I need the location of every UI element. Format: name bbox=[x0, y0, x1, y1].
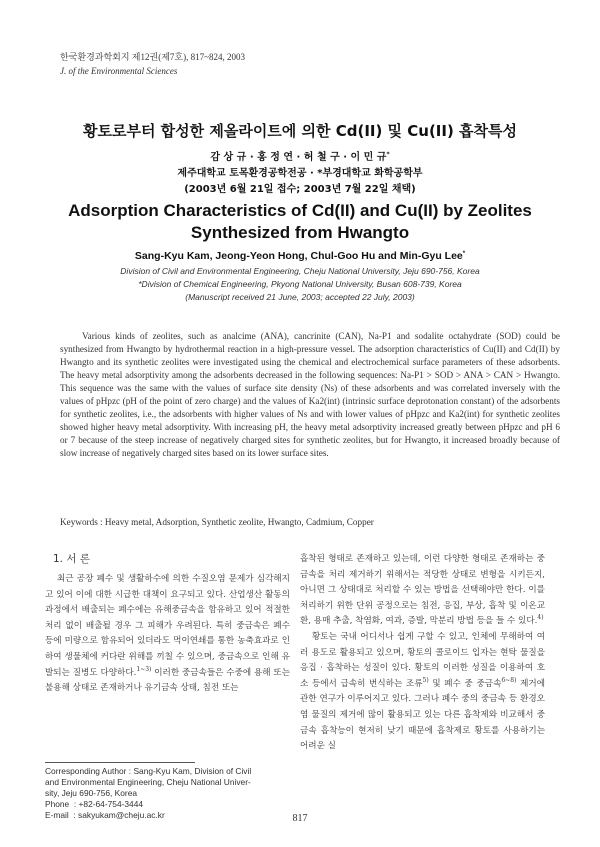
keywords: Keywords : Heavy metal, Adsorption, Synthetic zeolite, Hwangto, Cadmium, Copper bbox=[60, 517, 374, 527]
authors-english-mark: * bbox=[462, 251, 466, 257]
intro-paragraph-3-text-b: 및 폐수 중 중금속 bbox=[428, 678, 502, 689]
journal-name-en: J. of the Environmental Sciences bbox=[60, 66, 178, 76]
intro-paragraph-2 bbox=[300, 552, 545, 630]
title-english-line-2: Synthesized from Hwangto bbox=[190, 223, 410, 242]
column-left bbox=[45, 552, 290, 697]
intro-paragraph-2-text: 흡착된 형태로 존재하고 있는데, 이런 다양한 형태로 존재하는 중금속을 처리 제거하기 위해서는 적당한 상태로 변형을 시키든지, 아니면 그 상태대로 처리할 수 있는 방법을 선택해야만 한다. 이를 처리하기 위한 단위 공정으로는 침전, 응집, 부상, 흡착 및 이온교환, 용매 추출, 착염화, 여과, 증발, 막분리 방법 등을 들 수 있다. bbox=[300, 554, 545, 627]
received-korean: (2003년 6월 21일 접수; 2003년 7월 22일 채택) bbox=[184, 184, 416, 195]
manuscript-dates: (Manuscript received 21 June, 2003; accepted 22 July, 2003) bbox=[185, 292, 415, 302]
title-english bbox=[0, 200, 600, 244]
reference-mark: 5) bbox=[422, 676, 429, 684]
reference-mark: 6~8) bbox=[501, 676, 517, 684]
title-korean: 황토로부터 합성한 제올라이트에 의한 Cd(II) 및 Cu(II) 흡착특성 bbox=[82, 122, 518, 140]
title-english-line-1: Adsorption Characteristics of Cd(II) and Cu(II) by Zeolites bbox=[68, 201, 532, 220]
intro-paragraph-1-cont: 이러한 중금속들은 수중에 용해 또는 불용해 상태로 존재하거나 유기금속 상태, 침전 또는 bbox=[45, 667, 291, 694]
abstract-text: Various kinds of zeolites, such as analcime (ANA), cancrinite (CAN), Na-P1 and sodalite octahydrate (SOD) could be synthesized from Hwangto by hydrothermal reaction in a high-pressure vessel. The adsorption characteristics of Cu(II) and Cd(II) by Hwangto and its synthetic zeolites were investigated using the chemical and electrochemical surface parameters of these adsorbents. The heavy metal adsorptivity among the adsorbents decreased in the following sequences: Na-P1 > SOD > ANA > CAN > Hwangto. This sequence was the same with the values of surface site density (Ns) of these adsorbents and was correlated inversely with the values of pHpzc (pH of the point of zero charge) and the values of Ka2(int) (intrinsic surface deprotonation constant) of the adsorbents for synthetic zeolites, i.e., the adsorbents with higher values of Ns and with lower values of pHpzc and Ka2(int) for synthetic zeolites showed higher heavy metal adsorptivity. With increasing pH, the heavy metal adsorptivity increased greatly between pHpzc and pH 6 or 7 because of the steep increase of negatively charged sites for synthetic zeolites, but for Hwangto, it increased broadly because of slow increase of negatively charged sites based on its lower surface sites. bbox=[60, 331, 560, 458]
reference-mark: 4) bbox=[537, 614, 544, 622]
abstract bbox=[60, 330, 560, 460]
authors-english-names: Sang-Kyu Kam, Jeong-Yeon Hong, Chul-Goo Hu and Min-Gyu Lee bbox=[134, 250, 463, 262]
footnote-line: Corresponding Author : Sang-Kyu Kam, Division of Civil bbox=[45, 766, 252, 776]
authors-english bbox=[0, 250, 600, 262]
affiliation-english-1: Division of Civil and Environmental Engineering, Cheju National University, Jeju 690-756, Korea bbox=[120, 266, 480, 276]
journal-citation-kr: 한국환경과학회지 제12권(제7호), 817~824, 2003 bbox=[60, 52, 245, 62]
authors-korean bbox=[0, 148, 600, 163]
footnote-line: and Environmental Engineering, Cheju National Univer- bbox=[45, 777, 251, 787]
intro-paragraph-3-text-a: 황토는 국내 어디서나 쉽게 구할 수 있고, 인체에 무해하여 여러 용도로 활용되고 있으며, 황토의 콜로이드 입자는 현탁 물질을 응집 · 흡착하는 성질이 있다. 황토의 이러한 성질을 이용하여 호소 등에서 급속히 번식하는 조류 bbox=[300, 631, 545, 689]
footnote-line: sity, Jeju 690-756, Korea bbox=[45, 788, 138, 798]
footnote-divider bbox=[45, 762, 195, 763]
affiliation-english-2: *Division of Chemical Engineering, Pkyong National University, Busan 608-739, Korea bbox=[138, 279, 462, 289]
reference-mark: 1~3) bbox=[136, 665, 152, 673]
section-heading-introduction: 1. 서 론 bbox=[53, 553, 90, 565]
intro-paragraph-1 bbox=[45, 572, 290, 697]
intro-paragraph-3-text-c: 제거에 관한 연구가 이루어지고 있다. 그러나 폐수 중의 중금속 등 환경오염 물질의 제거에 많이 활용되고 있는 다른 흡착제와 비교해서 중금속 흡착능이 현저히 낮기 때문에 흡착제로 황토를 사용하기는 어려운 실 bbox=[300, 678, 545, 752]
column-right bbox=[300, 552, 545, 755]
authors-korean-names: 감 상 규 · 홍 정 연 · 허 철 구 · 이 민 규 bbox=[210, 152, 387, 163]
authors-korean-mark: * bbox=[386, 151, 390, 158]
affiliation-korean: 제주대학교 토목환경공학전공 · *부경대학교 화학공학부 bbox=[177, 168, 423, 179]
footnote-line: Phone : +82-64-754-3444 bbox=[45, 799, 144, 809]
journal-header bbox=[60, 50, 245, 78]
footnote-line: E-mail : sakyukam@cheju.ac.kr bbox=[45, 810, 165, 820]
intro-paragraph-3 bbox=[300, 630, 545, 755]
page-number: 817 bbox=[292, 813, 308, 824]
intro-paragraph-1-text: 최근 공장 폐수 및 생활하수에 의한 수질오염 문제가 심각해지고 있어 이에 대한 시급한 대책이 요구되고 있다. 산업생산 활동의 과정에서 배출되는 폐수에는 유해중금속을 함유하고 있어 적절한 처리 없이 배출될 경우 그 피해가 우려된다. 특히 중금속은 폐수 등에 미량으로 함유되어 있더라도 먹이연쇄를 통한 농축효과로 인하여 생물체에 커다란 위해를 끼칠 수 있으며, 중금속으로 인해 유발되는 질병도 다양하다. bbox=[45, 574, 290, 678]
